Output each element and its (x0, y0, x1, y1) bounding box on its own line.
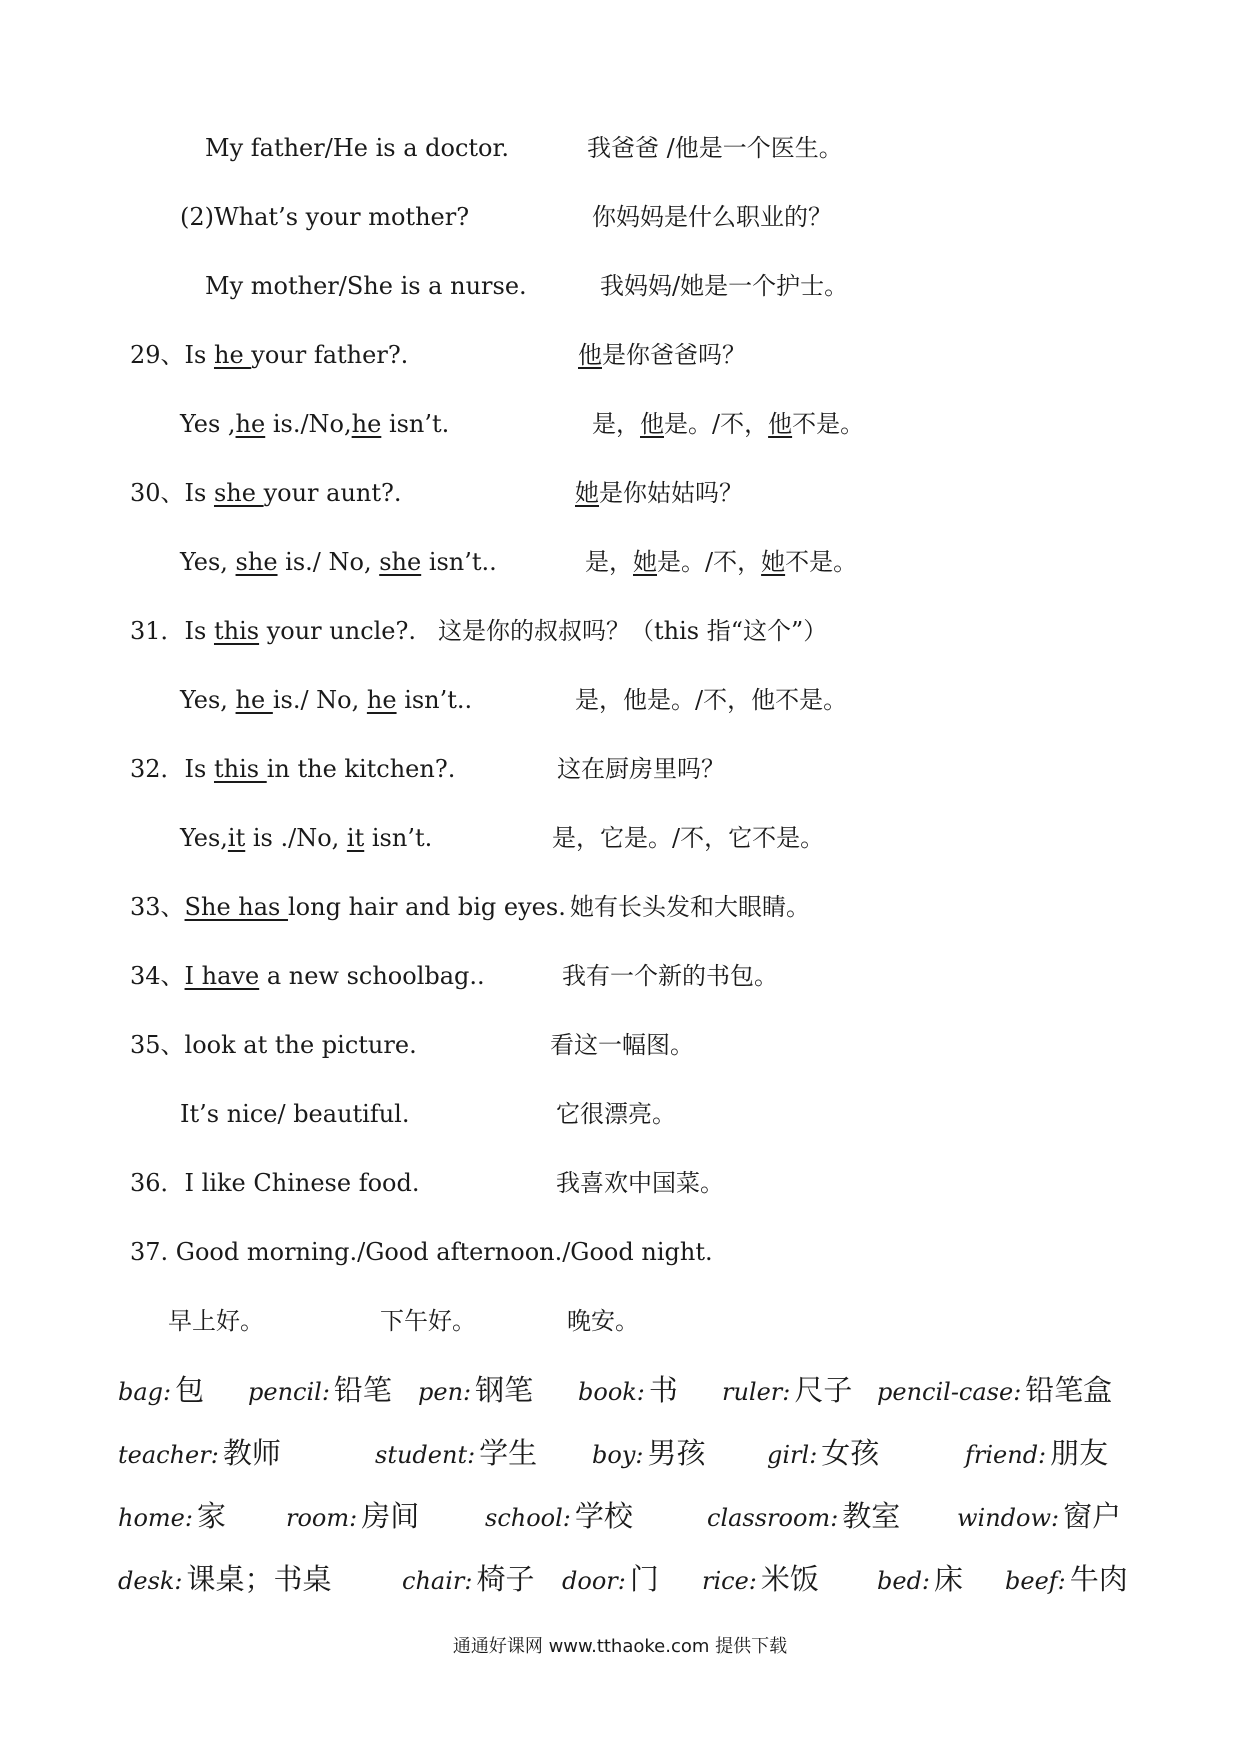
vocab-english: bag: (118, 1378, 172, 1406)
sentence-32-cn: 这在厨房里吗？ (557, 755, 725, 783)
vocab-chinese: 学生 (479, 1436, 538, 1470)
vocab-chinese: 房间 (361, 1499, 420, 1533)
vocab-chinese: 米饭 (760, 1562, 819, 1596)
sentence-29: 29、Is he your father?. (130, 341, 409, 369)
sentence-en: (2)What’s your mother? (180, 203, 470, 231)
answer-30: Yes, she is./ No, she isn’t.. (180, 548, 497, 576)
vocab-item (578, 1372, 678, 1410)
vocab-english: bed: (877, 1567, 931, 1595)
answer-32-cn: 是，它是。/不，它不是。 (552, 824, 825, 852)
vocab-chinese: 牛肉 (1069, 1562, 1128, 1596)
vocab-item (118, 1372, 204, 1410)
sentence-29-cn: 他是你爸爸吗？ (578, 341, 746, 369)
vocab-chinese: 包 (175, 1373, 205, 1407)
vocab-item (286, 1498, 419, 1536)
vocab-chinese: 朋友 (1050, 1436, 1109, 1470)
answer-31: Yes, he is./ No, he isn’t.. (180, 686, 473, 714)
vocab-english: classroom: (707, 1504, 839, 1532)
vocab-english: room: (286, 1504, 358, 1532)
vocab-chinese: 书 (648, 1373, 678, 1407)
vocab-item (722, 1372, 852, 1410)
vocab-item (965, 1435, 1108, 1473)
sentence-cn: 我妈妈/她是一个护士。 (600, 272, 849, 300)
vocab-item (707, 1498, 900, 1536)
sentence-32: 32．Is this in the kitchen?. (130, 755, 456, 783)
sentence-37: 37. Good morning./Good afternoon./Good night. (130, 1238, 713, 1266)
vocab-item (877, 1561, 963, 1599)
vocab-english: pen: (418, 1378, 472, 1406)
vocab-item (562, 1561, 659, 1599)
vocab-english: ruler: (722, 1378, 791, 1406)
answer-32: Yes,it is ./No, it isn’t. (180, 824, 433, 852)
sentence-34-cn: 我有一个新的书包。 (562, 962, 778, 990)
sentence-cn: 你妈妈是什么职业的？ (592, 203, 832, 231)
vocab-item (418, 1372, 533, 1410)
footer: 通通好课网 www.tthaoke.com 提供下载 (452, 1636, 788, 1657)
vocab-chinese: 课桌；书桌 (186, 1562, 332, 1596)
vocab-english: pencil-case: (877, 1378, 1022, 1406)
sentence-35-cn: 看这一幅图。 (550, 1031, 694, 1059)
vocab-item (1005, 1561, 1128, 1599)
answer-35-cn: 它很漂亮。 (556, 1100, 676, 1128)
vocab-english: window: (957, 1504, 1060, 1532)
vocab-item (957, 1498, 1121, 1536)
vocab-item (118, 1561, 332, 1599)
vocab-english: school: (485, 1504, 571, 1532)
sentence-en: My father/He is a doctor. (205, 134, 509, 162)
vocab-chinese: 尺子 (794, 1373, 853, 1407)
sentence-30: 30、Is she your aunt?. (130, 479, 402, 507)
answer-29: Yes ,he is./No,he isn’t. (180, 410, 450, 438)
sentence-31: 31．Is this your uncle?. (130, 617, 417, 645)
vocab-chinese: 男孩 (647, 1436, 706, 1470)
vocab-english: desk: (118, 1567, 183, 1595)
vocab-item (375, 1435, 537, 1473)
sentence-37-cn-2: 下午好。 (380, 1307, 476, 1335)
vocab-item (767, 1435, 879, 1473)
vocab-english: girl: (767, 1441, 818, 1469)
vocab-item (402, 1561, 534, 1599)
vocab-english: teacher: (118, 1441, 219, 1469)
vocab-english: door: (562, 1567, 626, 1595)
vocab-item (248, 1372, 392, 1410)
vocab-english: pencil: (248, 1378, 330, 1406)
vocab-english: book: (578, 1378, 645, 1406)
sentence-35: 35、look at the picture. (130, 1031, 417, 1059)
vocab-english: rice: (702, 1567, 757, 1595)
vocab-item (485, 1498, 633, 1536)
sentence-33-cn: 她有长头发和大眼睛。 (570, 893, 810, 921)
vocab-chinese: 女孩 (821, 1436, 880, 1470)
answer-29-cn: 是，他是。/不，他不是。 (592, 410, 865, 438)
vocab-item (118, 1498, 226, 1536)
answer-30-cn: 是，她是。/不，她不是。 (585, 548, 858, 576)
answer-35: It’s nice/ beautiful. (180, 1100, 410, 1128)
vocab-chinese: 椅子 (476, 1562, 535, 1596)
sentence-30-cn: 她是你姑姑吗？ (575, 479, 743, 507)
vocab-english: boy: (592, 1441, 644, 1469)
vocab-english: friend: (965, 1441, 1047, 1469)
sentence-36: 36．I like Chinese food. (130, 1169, 420, 1197)
sentence-en: My mother/She is a nurse. (205, 272, 527, 300)
sentence-34: 34、I have a new schoolbag.. (130, 962, 485, 990)
sentence-37-cn-1: 早上好。 (168, 1307, 264, 1335)
vocab-english: beef: (1005, 1567, 1066, 1595)
vocab-chinese: 铅笔 (333, 1373, 392, 1407)
vocab-chinese: 床 (934, 1562, 964, 1596)
vocab-chinese: 教师 (222, 1436, 281, 1470)
vocab-chinese: 教室 (842, 1499, 901, 1533)
vocab-english: chair: (402, 1567, 473, 1595)
sentence-31-cn: 这是你的叔叔吗？（this 指“这个”） (438, 617, 828, 645)
vocab-chinese: 窗户 (1063, 1499, 1122, 1533)
vocab-chinese: 钢笔 (475, 1373, 534, 1407)
vocab-english: home: (118, 1504, 193, 1532)
sentence-33: 33、She has long hair and big eyes. (130, 893, 566, 921)
vocab-item (592, 1435, 705, 1473)
sentence-cn: 我爸爸 /他是一个医生。 (587, 134, 843, 162)
vocab-chinese: 学校 (574, 1499, 633, 1533)
answer-31-cn: 是，他是。/不，他不是。 (575, 686, 848, 714)
vocab-chinese: 铅笔盒 (1025, 1373, 1113, 1407)
sentence-36-cn: 我喜欢中国菜。 (556, 1169, 724, 1197)
vocab-item (118, 1435, 281, 1473)
vocab-chinese: 家 (196, 1499, 226, 1533)
vocab-english: student: (375, 1441, 476, 1469)
vocab-chinese: 门 (629, 1562, 659, 1596)
vocab-item (877, 1372, 1112, 1410)
vocab-item (702, 1561, 819, 1599)
sentence-37-cn-3: 晚安。 (567, 1307, 639, 1335)
